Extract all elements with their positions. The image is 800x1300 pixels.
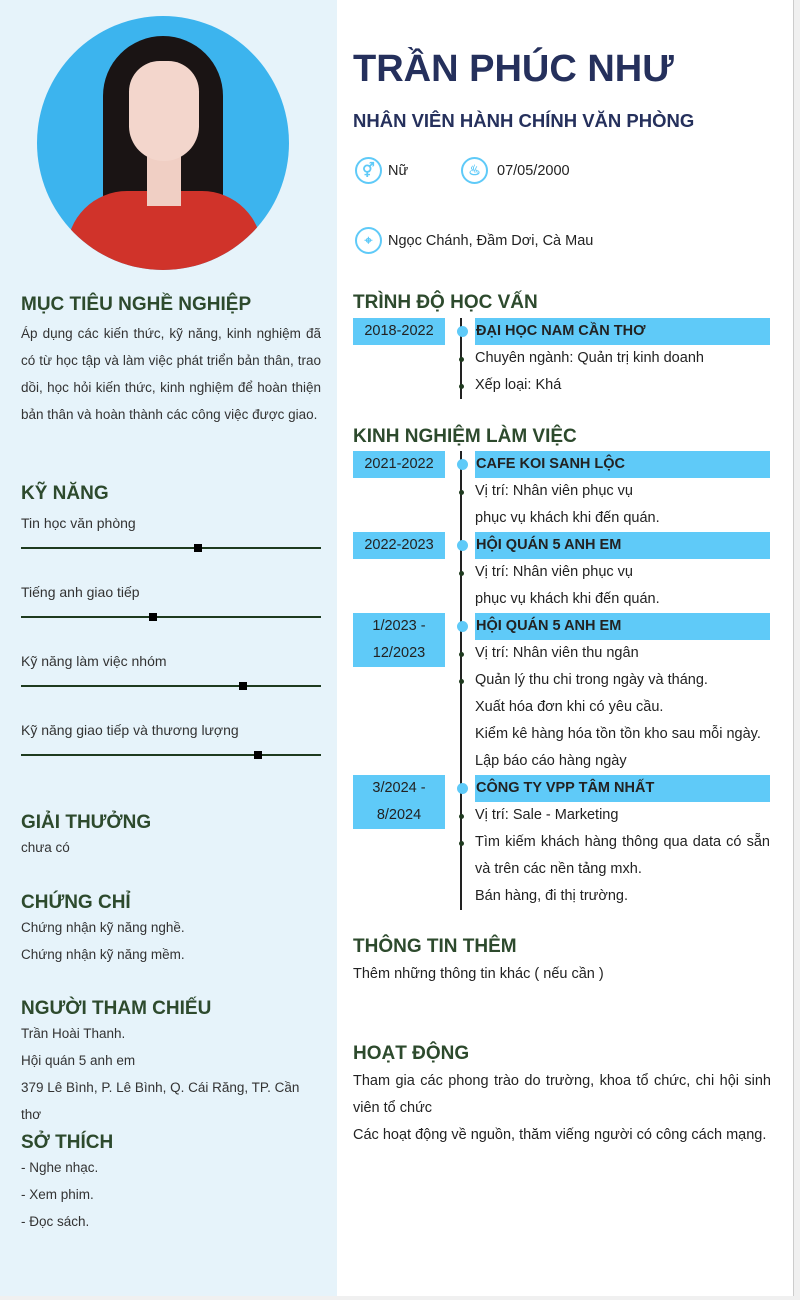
entry-detail xyxy=(353,640,770,667)
entry-detail xyxy=(353,586,770,613)
education-timeline xyxy=(353,318,770,399)
entry-detail-text: Vị trí: Nhân viên phục vụ xyxy=(475,564,633,580)
section-title: KỸ NĂNG xyxy=(21,483,109,504)
entry-title-row xyxy=(353,775,770,802)
ref-line: Hội quán 5 anh em xyxy=(21,1053,136,1068)
timeline-entry xyxy=(353,613,770,775)
date-badge: 2021-2022 xyxy=(353,451,445,478)
timeline-entry xyxy=(353,318,770,399)
gender-icon: ⚥ xyxy=(355,157,382,184)
entry-title: HỘI QUÁN 5 ANH EM xyxy=(475,613,770,640)
entry-detail xyxy=(353,748,770,775)
entry-detail xyxy=(353,694,770,721)
entry-detail xyxy=(353,505,770,532)
entry-title-row xyxy=(353,318,770,345)
section-title: MỤC TIÊU NGHỀ NGHIỆP xyxy=(21,294,252,315)
entry-title: CAFE KOI SANH LỘC xyxy=(475,451,770,478)
bullet-icon xyxy=(459,357,464,362)
entry-detail xyxy=(353,667,770,694)
skill-item xyxy=(21,582,321,651)
entry-detail-text: Xếp loại: Khá xyxy=(475,377,562,393)
birthday-cake-icon: ♨ xyxy=(461,157,488,184)
entry-detail-text: phục vụ khách khi đến quán. xyxy=(475,510,660,526)
ref-line: Trần Hoài Thanh. xyxy=(21,1026,126,1041)
bullet-icon xyxy=(459,384,464,389)
entry-detail xyxy=(353,802,770,829)
skills-section xyxy=(21,483,321,789)
date-badge: 1/2023 - 12/2023 xyxy=(353,613,445,667)
timeline-dot-icon xyxy=(457,326,468,337)
skill-level-bar xyxy=(21,616,321,618)
skill-label: Kỹ năng làm việc nhóm xyxy=(21,653,167,669)
skill-label: Kỹ năng giao tiếp và thương lượng xyxy=(21,722,239,738)
hobby-line: - Đọc sách. xyxy=(21,1214,90,1229)
entry-detail xyxy=(353,883,770,910)
date-badge: 2022-2023 xyxy=(353,532,445,559)
entry-detail-text: Vị trí: Nhân viên thu ngân xyxy=(475,645,639,661)
skill-level-marker xyxy=(239,682,247,690)
entry-title: CÔNG TY VPP TÂM NHẤT xyxy=(475,775,770,802)
entry-title: HỘI QUÁN 5 ANH EM xyxy=(475,532,770,559)
section-title: SỞ THÍCH xyxy=(21,1132,114,1153)
section-title: KINH NGHIỆM LÀM VIỆC xyxy=(353,426,577,447)
more-info-text: Thêm những thông tin khác ( nếu cần ) xyxy=(353,966,604,982)
section-title: THÔNG TIN THÊM xyxy=(353,936,517,957)
hobbies-section xyxy=(21,1132,321,1235)
entry-detail-text: Kiểm kê hàng hóa tồn tồn kho sau mỗi ngày. xyxy=(475,726,761,742)
objective-section xyxy=(21,294,321,428)
date-badge: 3/2024 - 8/2024 xyxy=(353,775,445,829)
activity-text: Tham gia các phong trào do trường, khoa tổ chức, chi hội sinh viên tổ chức xyxy=(353,1073,771,1116)
skill-item xyxy=(21,651,321,720)
entry-detail xyxy=(353,559,770,586)
skill-level-bar xyxy=(21,547,321,549)
skill-level-marker xyxy=(254,751,262,759)
gender-info xyxy=(355,157,408,184)
date-badge: 2018-2022 xyxy=(353,318,445,345)
bullet-icon xyxy=(459,814,464,819)
entry-title-row xyxy=(353,613,770,640)
entry-title-row xyxy=(353,451,770,478)
entry-detail-text: Xuất hóa đơn khi có yêu cầu. xyxy=(475,699,664,715)
entry-detail-text: Lập báo cáo hàng ngày xyxy=(475,753,627,769)
entry-detail xyxy=(353,721,770,748)
timeline-entry xyxy=(353,775,770,910)
cert-line: Chứng nhận kỹ năng mềm. xyxy=(21,947,185,962)
full-name: TRẦN PHÚC NHƯ xyxy=(353,48,674,90)
skill-level-marker xyxy=(149,613,157,621)
entry-detail xyxy=(353,829,770,883)
timeline-entry xyxy=(353,532,770,613)
skill-level-bar xyxy=(21,685,321,687)
job-title: NHÂN VIÊN HÀNH CHÍNH VĂN PHÒNG xyxy=(353,110,695,131)
bullet-icon xyxy=(459,679,464,684)
section-title: GIẢI THƯỞNG xyxy=(21,812,152,833)
skill-level-marker xyxy=(194,544,202,552)
gender-value: Nữ xyxy=(388,162,409,179)
experience-timeline xyxy=(353,451,770,910)
dob-value: 07/05/2000 xyxy=(497,162,570,179)
certs-section xyxy=(21,892,321,968)
sidebar xyxy=(0,0,337,1296)
dob-info xyxy=(461,157,570,184)
map-pin-icon: ⌖ xyxy=(355,227,382,254)
entry-title-row xyxy=(353,532,770,559)
timeline-dot-icon xyxy=(457,540,468,551)
address-value: Ngọc Chánh, Đầm Dơi, Cà Mau xyxy=(388,232,594,249)
profile-photo xyxy=(37,16,289,270)
section-title: TRÌNH ĐỘ HỌC VẤN xyxy=(353,292,538,313)
timeline-entry xyxy=(353,451,770,532)
bullet-icon xyxy=(459,652,464,657)
ref-line: 379 Lê Bình, P. Lê Bình, Q. Cái Răng, TP. Cần thơ xyxy=(21,1080,300,1122)
activity-text: Các hoạt động về nguồn, thăm viếng người có công cách mạng. xyxy=(353,1127,767,1143)
entry-detail-text: Bán hàng, đi thị trường. xyxy=(475,888,629,904)
bullet-icon xyxy=(459,841,464,846)
section-title: CHỨNG CHỈ xyxy=(21,892,131,913)
section-title: HOẠT ĐỘNG xyxy=(353,1043,470,1064)
skill-label: Tin học văn phòng xyxy=(21,515,136,531)
hobby-line: - Nghe nhạc. xyxy=(21,1160,99,1175)
bullet-icon xyxy=(459,571,464,576)
entry-detail-text: Vị trí: Nhân viên phục vụ xyxy=(475,483,633,499)
hobby-line: - Xem phim. xyxy=(21,1187,94,1202)
skill-label: Tiếng anh giao tiếp xyxy=(21,584,140,600)
awards-text: chưa có xyxy=(21,840,70,855)
skill-item xyxy=(21,720,321,789)
entry-title: ĐẠI HỌC NAM CẦN THƠ xyxy=(475,318,770,345)
timeline-dot-icon xyxy=(457,783,468,794)
skill-level-bar xyxy=(21,754,321,756)
bullet-icon xyxy=(459,490,464,495)
entry-detail-text: phục vụ khách khi đến quán. xyxy=(475,591,660,607)
entry-detail-text: Chuyên ngành: Quản trị kinh doanh xyxy=(475,350,704,366)
objective-text: Áp dụng các kiến thức, kỹ năng, kinh nghiệm đã có từ học tập và làm việc phát triển bản thân, trao dồi, học hỏi kiến thức, kinh nghiệm để hoàn thiện bản thân và hoàn thành các công việc được giao. xyxy=(21,326,321,422)
skill-item xyxy=(21,513,321,582)
section-title: NGƯỜI THAM CHIẾU xyxy=(21,998,212,1019)
awards-section xyxy=(21,812,321,861)
entry-detail xyxy=(353,345,770,372)
entry-detail xyxy=(353,372,770,399)
entry-detail-text: Tìm kiếm khách hàng thông qua data có sẵn và trên các nền tảng mxh. xyxy=(475,834,770,877)
address-info xyxy=(355,227,593,254)
entry-detail-text: Vị trí: Sale - Marketing xyxy=(475,807,619,823)
entry-detail xyxy=(353,478,770,505)
cert-line: Chứng nhận kỹ năng nghề. xyxy=(21,920,185,935)
entry-detail-text: Quản lý thu chi trong ngày và tháng. xyxy=(475,672,708,688)
timeline-dot-icon xyxy=(457,459,468,470)
timeline-dot-icon xyxy=(457,621,468,632)
references-section xyxy=(21,998,321,1128)
